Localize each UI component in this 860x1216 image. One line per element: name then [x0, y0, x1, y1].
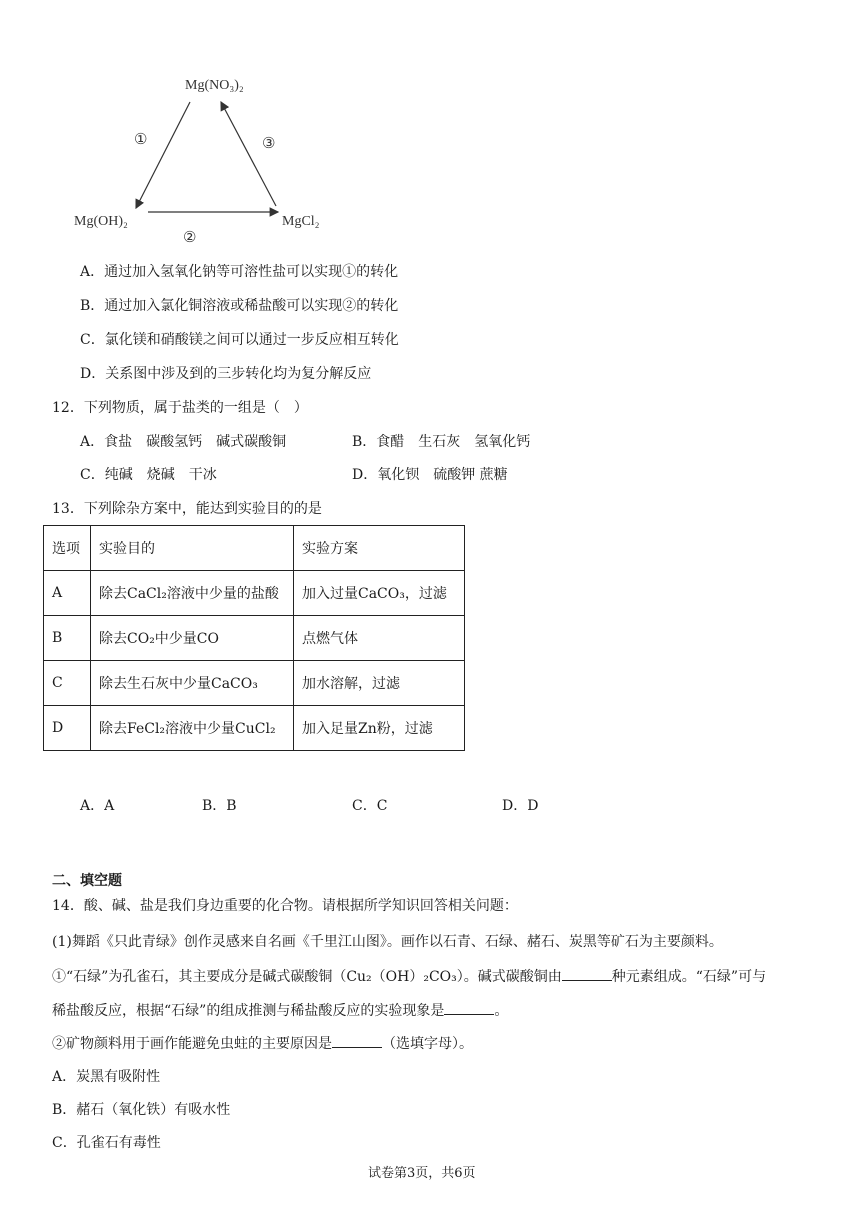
table-row: [44, 571, 465, 616]
q11-option-d: D．关系图中涉及到的三步转化均为复分解反应: [80, 366, 372, 382]
q14-paragraph-3: [52, 1000, 508, 1021]
q14-paragraph-4: [52, 1033, 473, 1054]
table-row: [44, 706, 465, 751]
table-cell: 点燃气体: [294, 616, 465, 661]
diagram-node-left: Mg(OH)₂: [74, 214, 128, 229]
table-cell: 除去CaCl₂溶液中少量的盐酸: [91, 571, 294, 616]
q14-p3-text-b: 。: [494, 1003, 509, 1019]
q12-option-d: D．氧化钡 硫酸钾 蔗糖: [352, 467, 508, 483]
q11-option-a: A．通过加入氢氧化钠等可溶性盐可以实现①的转化: [80, 264, 399, 280]
table-row: [44, 616, 465, 661]
q14-p2-text-a: ①“石绿”为孔雀石，其主要成分是碱式碳酸铜（Cu₂（OH）₂CO₃）。碱式碳酸铜由: [52, 969, 562, 985]
q13-option-b: B．B: [202, 798, 237, 814]
table-cell: D: [44, 706, 91, 751]
q14-option-c: C．孔雀石有毒性: [52, 1135, 161, 1151]
answer-blank[interactable]: [444, 1000, 494, 1015]
answer-blank[interactable]: [332, 1033, 382, 1048]
q14-stem: 14．酸、碱、盐是我们身边重要的化合物。请根据所学知识回答相关问题：: [52, 898, 518, 914]
diagram-step-1: ①: [134, 130, 148, 148]
table-row: [44, 661, 465, 706]
q11-option-c: C．氯化镁和硝酸镁之间可以通过一步反应相互转化: [80, 332, 399, 348]
table-cell: 加入足量Zn粉，过滤: [294, 706, 465, 751]
table-header-cell: 实验目的: [91, 526, 294, 571]
diagram-step-3: ③: [262, 134, 276, 152]
q14-paragraph-1: (1)舞蹈《只此青绿》创作灵感来自名画《千里江山图》。画作以石青、石绿、赭石、炭黑等矿石为主要颜料。: [52, 934, 723, 950]
q14-paragraph-2: [52, 966, 766, 987]
diagram-node-right: MgCl₂: [282, 214, 320, 229]
table-cell: 加入过量CaCO₃，过滤: [294, 571, 465, 616]
q13-option-a: A．A: [80, 798, 115, 814]
table-header-cell: 选项: [44, 526, 91, 571]
q12-stem: 12．下列物质，属于盐类的一组是（ ）: [52, 400, 308, 416]
q12-option-c: C．纯碱 烧碱 干冰: [80, 467, 217, 483]
q14-option-b: B．赭石（氧化铁）有吸水性: [52, 1102, 231, 1118]
q14-p3-text-a: 稀盐酸反应，根据“石绿”的组成推测与稀盐酸反应的实验现象是: [52, 1003, 445, 1019]
q14-p4-text-a: ②矿物颜料用于画作能避免虫蛀的主要原因是: [52, 1036, 332, 1052]
table-cell: B: [44, 616, 91, 661]
table-cell: 加水溶解，过滤: [294, 661, 465, 706]
table-header-row: [44, 526, 465, 571]
q14-option-a: A．炭黑有吸附性: [52, 1069, 161, 1085]
q14-p4-text-b: （选填字母）。: [382, 1036, 473, 1052]
table-cell: 除去CO₂中少量CO: [91, 616, 294, 661]
table-cell: A: [44, 571, 91, 616]
q14-p2-text-b: 种元素组成。“石绿”可与: [611, 969, 767, 985]
table-header-cell: 实验方案: [294, 526, 465, 571]
table-cell: C: [44, 661, 91, 706]
arrow-3: [221, 102, 276, 206]
answer-blank[interactable]: [562, 966, 612, 981]
q12-option-a: A．食盐 碳酸氢钙 碱式碳酸铜: [80, 434, 287, 450]
q13-option-d: D．D: [502, 798, 539, 814]
q13-table: [43, 525, 465, 751]
diagram-node-top: Mg(NO₃)₂: [185, 78, 244, 93]
q13-option-c: C．C: [352, 798, 388, 814]
page-footer: 试卷第3页，共6页: [368, 1166, 476, 1181]
q13-stem: 13．下列除杂方案中，能达到实验目的的是: [52, 501, 322, 517]
table-cell: 除去生石灰中少量CaCO₃: [91, 661, 294, 706]
q11-option-b: B．通过加入氯化铜溶液或稀盐酸可以实现②的转化: [80, 298, 399, 314]
diagram-step-2: ②: [183, 228, 197, 246]
table-cell: 除去FeCl₂溶液中少量CuCl₂: [91, 706, 294, 751]
arrow-1: [136, 102, 190, 208]
section-heading: 二、填空题: [52, 873, 122, 889]
reaction-diagram: [70, 72, 350, 252]
q12-option-b: B．食醋 生石灰 氢氧化钙: [352, 434, 531, 450]
